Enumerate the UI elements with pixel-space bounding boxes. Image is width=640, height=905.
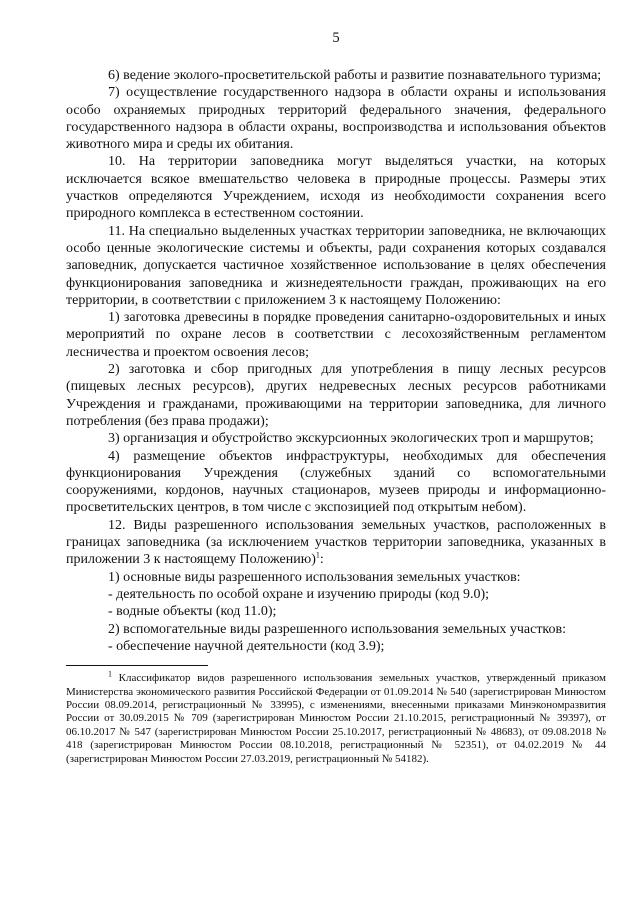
clause-11-item-3: 3) организация и обустройство экскурсионных экологических троп и маршрутов;: [108, 431, 594, 447]
item-7-state-supervision: 7) осуществление государственного надзора в области охраны и использования особо охраняемых природных территорий федерального значения, федерального государственного надзора в области охраны, воспроизводства и использования объектов животного мира и среды их обитания.: [66, 85, 606, 153]
clause-12-subitem-9-0: - деятельность по особой охране и изучению природы (код 9.0);: [108, 586, 489, 602]
footnote-reference[interactable]: 1: [315, 550, 320, 560]
footnote-text: Классификатор видов разрешенного использования земельных участков, утвержденный приказом Министерства экономического развития Российской Федерации от 01.09.2014 № 540 (зарегистрирован Минюстом России 08.09.2014, регистрационный № 33995), с изменениями, внесенными приказами Минэкономразвития России от 30.09.2015 № 709 (зарегистрирован Минюстом России 21.10.2015, регистрационный № 39397), от 06.10.2017 № 547 (зарегистрирован Минюстом России 25.10.2017, регистрационный № 48683), от 09.08.2018 № 418 (зарегистрирован Минюстом России 08.10.2018, регистрационный № 52351), от 04.02.2019 № 44 (зарегистрирован Минюстом России 27.03.2019, регистрационный № 54182).: [66, 672, 606, 765]
clause-11-item-4: 4) размещение объектов инфраструктуры, необходимых для обеспечения функционирования Учреждения (служебных зданий со вспомогательными сооружениями, кордонов, научных стационаров, музеев природы и информационно-просветительских центров, в том числе с экспозицией под открытым небом).: [66, 448, 606, 516]
clause-12-item-1: 1) основные виды разрешенного использования земельных участков:: [108, 569, 521, 585]
footnote: [66, 669, 606, 766]
page-number: 5: [332, 30, 340, 46]
footnote-marker: 1: [108, 669, 112, 679]
clause-11-item-1: 1) заготовка древесины в порядке проведения санитарно-оздоровительных и иных мероприятий по охране лесов в соответствии с лесохозяйственным регламентом лесничества и проектом освоения лесов;: [66, 310, 606, 360]
clause-12-item-2: 2) вспомогательные виды разрешенного использования земельных участков:: [108, 621, 567, 637]
clause-12-subitem-3-9: - обеспечение научной деятельности (код 3.9);: [108, 638, 385, 654]
clause-12-tail: :: [319, 552, 324, 568]
item-6-ecological-education: 6) ведение эколого-просветительской работы и развитие познавательного туризма;: [108, 68, 602, 83]
clause-11: 11. На специально выделенных участках территории заповедника, не включающих особо ценные экологические системы и объекты, ради сохранения которых создавался заповедник, допускается частичное хозяйственное использование в целях обеспечения функционирования заповедника и жизнедеятельности граждан, проживающих на его территории, в соответствии с приложением 3 к настоящему Положению:: [66, 223, 606, 308]
footnote-separator: [66, 665, 208, 666]
clause-12-text: 12. Виды разрешенного использования земельных участков, расположенных в границах заповедника (за исключением участков территории заповедника, указанных в приложении 3 к настоящему Положению): [66, 517, 606, 568]
clause-12-subitem-11-0: - водные объекты (код 11.0);: [108, 604, 277, 620]
clause-10: 10. На территории заповедника могут выделяться участки, на которых исключается всякое вмешательство человека в природные процессы. Размеры этих участков определяются Учреждением, исходя из необходимости сохранения всего природного комплекса в естественном состоянии.: [66, 154, 606, 222]
clause-11-item-2: 2) заготовка и сбор пригодных для употребления в пищу лесных ресурсов (пищевых лесных ресурсов), других недревесных лесных ресурсов работниками Учреждения и гражданами, проживающими на территории заповедника, для личного потребления (без права продажи);: [66, 362, 606, 429]
clause-12: [66, 517, 606, 569]
